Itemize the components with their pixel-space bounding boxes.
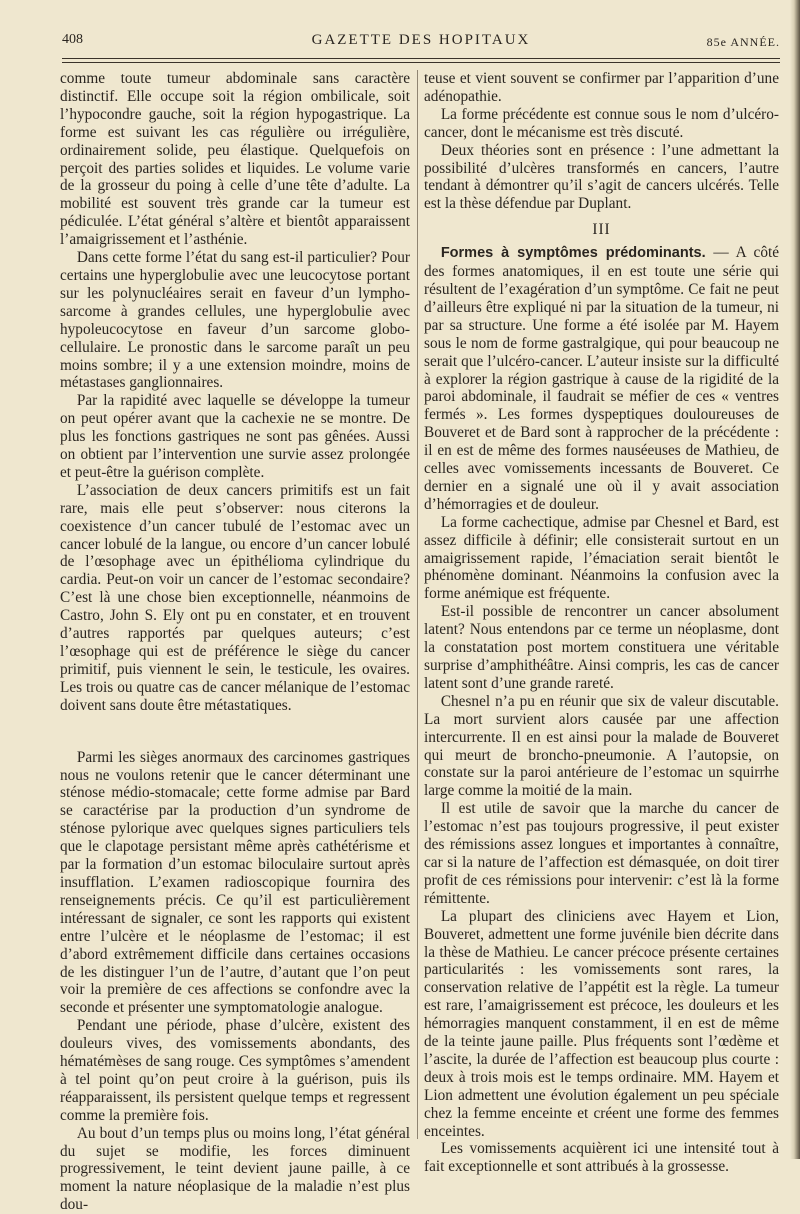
- page-number: 408: [62, 32, 83, 47]
- paragraph: Dans cette forme l’état du sang est-il particulier? Pour certains une hyperglobulie avec une leucocytose portant sur les polynucléaires serait en faveur d’un lympho-sarcome à grandes cellules, une hyperglobulie avec hypoleucocytose en faveur d’un sarcome globo-cellulaire. Le pronostic dans le sarcome paraît un peu moins sombre; il y a une extension moindre, moins de métastases ganglionnaires.: [60, 249, 410, 392]
- left-column: [60, 70, 410, 1214]
- paragraph: La plupart des cliniciens avec Hayem et Lion, Bouveret, admettent une forme juvénile bien décrite dans la thèse de Mathieu. Le cancer précoce présente certaines particularités : les vomissements sont rares, la conservation relative de l’appétit est la règle. La tumeur est rare, l’amaigrissement est précoce, les douleurs et les hémorragies manquent constamment, il en est de même de la teinte jaune paille. Plus fréquents sont l’œdème et l’ascite, la durée de l’affection est beaucoup plus courte : deux à trois mois est le temps ordinaire. MM. Hayem et Lion admettent une évolution également un peu spéciale chez la femme enceinte et créent une forme des femmes enceintes.: [424, 907, 779, 1140]
- paragraph: Deux théories sont en présence : l’une admettant la possibilité d’ulcères transformés en cancers, l’autre tendant à démontrer qu’il s’agit de cancers ulcérés. Telle est la thèse défendue par Duplant.: [424, 141, 779, 213]
- page-edge-shadow: [790, 0, 800, 1159]
- paragraph: Pendant une période, phase d’ulcère, existent des douleurs vives, des vomissements abondants, des hématémèses de sang rouge. Ces symptômes s’amendent à tel point qu’on peut croire à la guérison, puis ils réapparaissent, ils persistent quelque temps et regressent comme la première fois.: [60, 1017, 410, 1124]
- section-number: III: [592, 221, 611, 239]
- journal-title: GAZETTE DES HOPITAUX: [311, 32, 531, 48]
- paragraph: Les vomissements acquièrent ici une intensité tout à fait exceptionnelle et sont attribués à la grossesse.: [424, 1140, 779, 1176]
- paragraph: Chesnel n’a pu en réunir que six de valeur discutable. La mort survient alors causée par une affection intercurrente. Il en est ainsi pour la malade de Bouveret qui meurt de broncho-pneumonie. A l’autopsie, on constate sur la paroi antérieure de l’estomac un squirrhe large comme la moitié de la main.: [424, 692, 779, 800]
- paragraph: Au bout d’un temps plus ou moins long, l’état général du sujet se modifie, les forces diminuent progressivement, le teint devient jaune paille, à ce moment la nature néoplasique de la maladie n’est plus dou-: [60, 1124, 410, 1214]
- paragraph: teuse et vient souvent se confirmer par l’apparition d’une adénopathie.: [424, 70, 779, 105]
- paragraph: La forme précédente est connue sous le nom d’ulcéro-cancer, dont le mécanisme est très discuté.: [424, 105, 779, 141]
- paragraph: L’association de deux cancers primitifs est un fait rare, mais elle peut s’observer: nous citerons la coexistence d’un cancer tubulé de l’estomac avec un cancer lobulé de la langue, ou encore d’un cancer lobulé de l’œsophage avec un épithélioma cylindrique du cardia. Peut-on voir un cancer de l’estomac secondaire? C’est là une chose bien exceptionnelle, néanmoins de Castro, John S. Ely ont pu en constater, et en trouvent d’autres rapportés par quelques auteurs; c’est l’œsophage qui est de préférence le siège du cancer primitif, puis viennent le sein, le testicule, les ovaires. Les trois ou quatre cas de cancer mélanique de l’estomac doivent sans doute être métastatiques.: [60, 481, 410, 714]
- running-header: [62, 30, 780, 52]
- header-rule-thin: [62, 62, 780, 63]
- paragraph-text: — A côté des formes anatomiques, il en est toute une série qui résultent de l’exagération d’un symptôme. Ce fait ne peut d’ailleurs être expliqué ni par la situation de la tumeur, ni par sa structure. Une forme a été isolée par M. Hayem sous le nom de forme gastralgique, qui pour beaucoup ne serait que l’ulcéro-cancer. L’auteur insiste sur la difficulté à explorer la région gastrique à cause de la rigidité de la paroi abdominale, il faudrait se méfier de ces « ventres fermés ». Les formes dyspeptiques douloureuses de Bouveret et de Bard sont à rapprocher de la précédente : il en est de même des formes nauséeuses de Mathieu, de celles avec vomissements incessants de Bouveret. Ce dernier en a signalé une où il y avait association d’hémorragies et de douleur.: [424, 244, 780, 513]
- paragraph: Il est utile de savoir que la marche du cancer de l’estomac n’est pas toujours progressive, il peut exister des rémissions assez longues et importantes à connaître, car si la nature de l’affection est démasquée, on doit tirer profit de ces rémissions pour intervenir: c’est là la forme rémittente.: [424, 800, 779, 907]
- right-column: [424, 70, 779, 1176]
- paragraph: Par la rapidité avec laquelle se développe la tumeur on peut opérer avant que la cachexie ne se montre. De plus les fonctions gastriques ne sont pas gênées. Aussi on obtient par l’intervention une survie assez prolongée et peut-être la guérison complète.: [60, 392, 410, 481]
- year-label: 85e ANNÉE.: [706, 35, 780, 49]
- paragraph: comme toute tumeur abdominale sans caractère distinctif. Elle occupe soit la région ombilicale, soit l’hypocondre gauche, soit la région hypogastrique. La forme est suivant les cas régulière ou irrégulière, ordinairement solide, peu élastique. Quelquefois on perçoit des parties solides et liquides. Le volume varie de la grosseur du poing à celle d’une tête d’adulte. La mobilité est souvent très grande car la tumeur est pédiculée. L’état général s’altère et bientôt apparaissent l’amaigrissement et l’asthénie.: [60, 70, 410, 249]
- column-separator: [417, 70, 418, 1139]
- paragraph: Parmi les sièges anormaux des carcinomes gastriques nous ne voulons retenir que le cancer déterminant une sténose médio-stomacale; cette forme admise par Bard se caractérise par la production d’un syndrome de sténose pylorique avec quelques signes particuliers tels que le clapotage persistant même après cathétérisme et par la formation d’un estomac biloculaire surtout après insufflation. L’examen radioscopique fournira des renseignements précis. Ce qu’il est particulièrement intéressant de signaler, ce sont les rapports qui existent entre l’ulcère et le néoplasme de l’estomac; il est d’abord extrêmement difficile dans certaines occasions de les distinguer l’un de l’autre, d’autant que l’on peut voir la première de ces affections se confondre avec la seconde et présenter une symptomatologie analogue.: [60, 748, 410, 1017]
- paragraph: La forme cachectique, admise par Chesnel et Bard, est assez difficile à définir; elle consisterait surtout en un amaigrissement rapide, l’émaciation serait bientôt le phénomène dominant. Néanmoins la confusion avec la forme anémique est fréquente.: [424, 513, 779, 603]
- paragraph-gap: [60, 715, 410, 749]
- header-rule: [62, 58, 780, 59]
- section-heading: Formes à symptômes prédominants.: [440, 245, 706, 262]
- paragraph: Est-il possible de rencontrer un cancer absolument latent? Nous entendons par ce terme un néoplasme, dont la constatation post mortem constituera une véritable surprise d’amphithéâtre. Ainsi compris, les cas de cancer latent sont d’une grande rareté.: [424, 603, 779, 692]
- paragraph: [424, 244, 779, 514]
